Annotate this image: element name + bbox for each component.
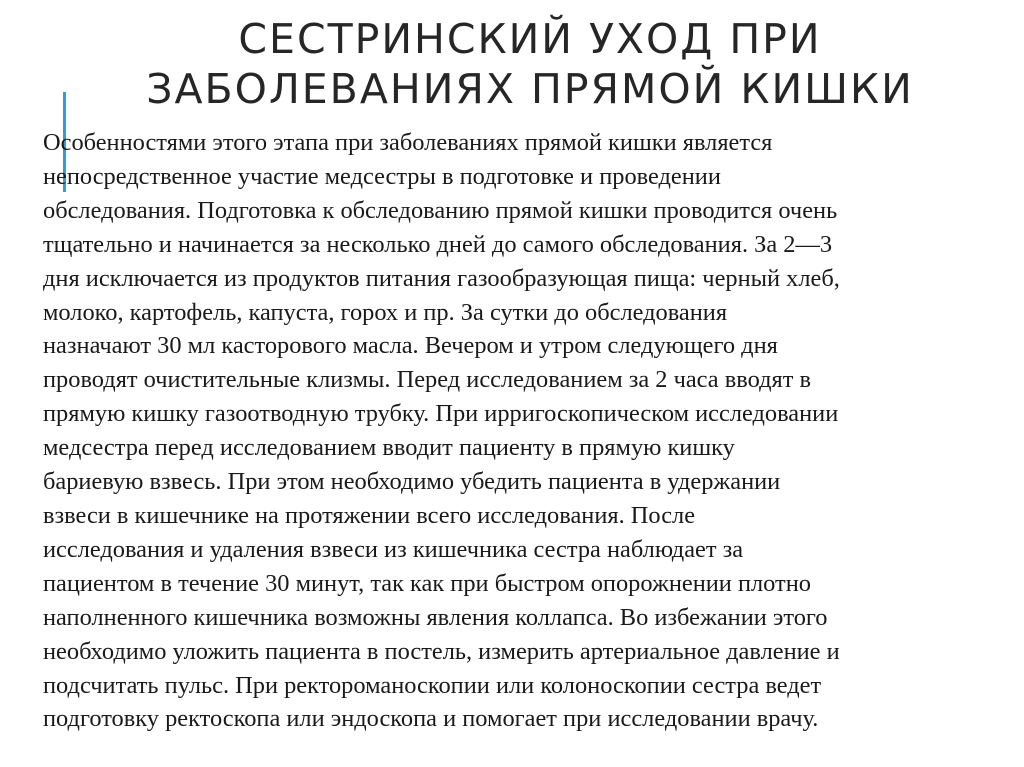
body-line: назначают 30 мл касторового масла. Вечером и утром следующего дня xyxy=(43,332,778,360)
body-line: подсчитать пульс. При ректороманоскопии или колоноскопии сестра ведет xyxy=(43,671,822,699)
body-line: необходимо уложить пациента в постель, измерить артериальное давление и xyxy=(43,637,840,665)
body-line: медсестра перед исследованием вводит пациенту в прямую кишку xyxy=(43,434,735,462)
slide-body-text xyxy=(43,126,993,736)
body-line: Особенностями этого этапа при заболеваниях прямой кишки является xyxy=(43,129,773,156)
body-line: прямую кишку газоотводную трубку. При ирригоскопическом исследовании xyxy=(43,400,839,428)
slide-title-line-2: ЗАБОЛЕВАНИЯХ ПРЯМОЙ КИШКИ xyxy=(146,65,914,113)
body-line: наполненного кишечника возможны явления коллапса. Во избежании этого xyxy=(43,603,828,631)
body-line: дня исключается из продуктов питания газообразующая пища: черный хлеб, xyxy=(43,264,840,292)
body-line: исследования и удаления взвеси из кишечника сестра наблюдает за xyxy=(43,535,744,563)
body-line: непосредственное участие медсестры в подготовке и проведении xyxy=(43,162,721,190)
body-line: взвеси в кишечнике на протяжении всего исследования. После xyxy=(43,501,696,529)
body-line: проводят очистительные клизмы. Перед исследованием за 2 часа вводят в xyxy=(43,366,811,394)
slide-title-line-1: СЕСТРИНСКИЙ УХОД ПРИ xyxy=(238,15,822,63)
body-line: молоко, картофель, капуста, горох и пр. За сутки до обследования xyxy=(43,298,728,326)
body-line: пациентом в течение 30 минут, так как при быстром опорожнении плотно xyxy=(43,569,811,597)
body-line: тщательно и начинается за несколько дней до самого обследования. За 2—3 xyxy=(43,230,833,258)
body-line: подготовку ректоскопа или эндоскопа и помогает при исследовании врачу. xyxy=(43,705,819,733)
body-line: бариевую взвесь. При этом необходимо убедить пациента в удержании xyxy=(43,468,781,496)
body-line: обследования. Подготовка к обследованию прямой кишки проводится очень xyxy=(43,196,838,224)
slide-title xyxy=(100,14,960,114)
